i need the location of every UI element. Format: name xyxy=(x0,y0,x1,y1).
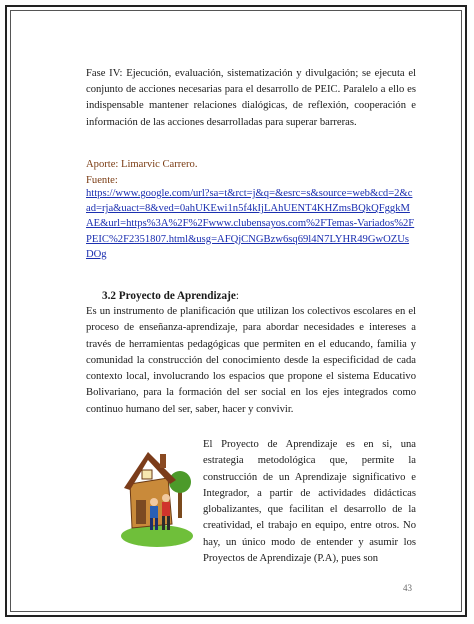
credit-author: Aporte: Limarvic Carrero. xyxy=(86,159,198,170)
credit-block xyxy=(86,157,416,188)
child-leg xyxy=(167,516,170,530)
child-leg xyxy=(150,518,153,530)
child-shirt xyxy=(162,502,170,516)
section-heading xyxy=(102,290,239,302)
child-head xyxy=(150,498,158,506)
page-number: 43 xyxy=(403,583,412,593)
paragraph-phase-iv: Fase IV: Ejecución, evaluación, sistematización y divulgación; se ejecuta el conjunto de acciones necesarias para el desarrollo de PEIC. Paralelo a ello es indispensable mantener relaciones dialógicas, de reflexión, cooperación e información de las acciones desarrolladas para superar barreras. xyxy=(86,68,416,128)
school-house-children-icon xyxy=(120,438,194,548)
house-window xyxy=(142,470,152,479)
section-heading-colon: : xyxy=(235,290,239,302)
child-head xyxy=(162,494,170,502)
paragraph-learning-project: El Proyecto de Aprendizaje es en si, una estrategia metodológica que, permite la construcción de un Aprendizaje significativo e Integrador, a partir de actividades didácticas globalizantes, que facilitan el desarrollo de la creatividad, el trabajo en equipo, entre otros. No hay, un único modo de entender y asumir los Proyectos de Aprendizaje (P.A), pues son xyxy=(203,439,416,565)
child-leg xyxy=(155,518,158,530)
section-heading-text: 3.2 Proyecto de Aprendizaje xyxy=(102,290,236,302)
child-shirt xyxy=(150,506,158,518)
house-chimney xyxy=(160,454,166,468)
credit-source-label: Fuente: xyxy=(86,174,118,186)
paragraph-definition: Es un instrumento de planificación que utilizan los colectivos escolares en el proceso de enseñanza-aprendizaje, para abordar necesidades e intereses a través de herramientas pedagógicas que permiten en el educando, familia y comunidad la construcción del conocimiento desde la especificidad de cada contexto local, involucrando los espacios que propone el sistema Educativo Bolivariano, para la formación del ser social en los ejes integrados como continuo humano del ser, saber, hacer y convivir. xyxy=(86,306,416,415)
source-link[interactable]: https://www.google.com/url?sa=t&rct=j&q=&esrc=s&source=web&cd=2&cad=rja&uact=8&ved=0ahUKEwi1n5f4kIjLAhUENT4KHZmsBQkQFggkMAE&url=https%3A%2F%2Fwww.clubensayos.com%2FTemas-Variados%2FPEIC%2F2351807.html&usg=AFQjCNGBzw6sq69l4N7LYHR49GwOZUsDOg xyxy=(86,188,415,260)
house-door xyxy=(136,500,146,524)
child-leg xyxy=(162,516,165,530)
